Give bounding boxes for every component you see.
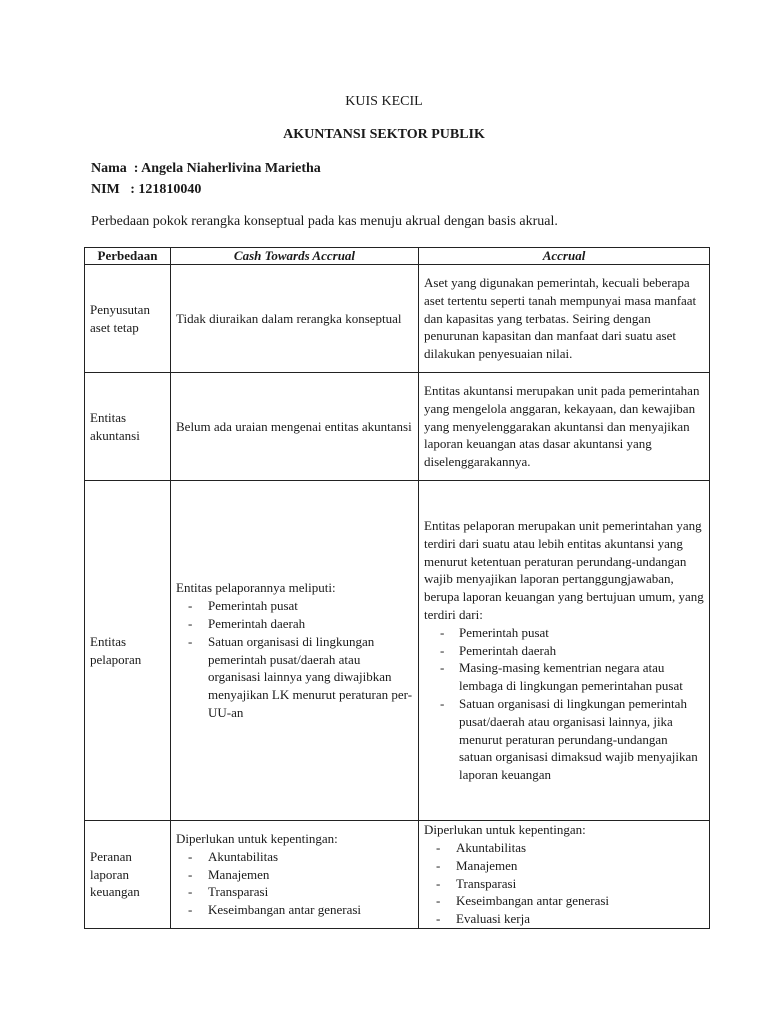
accrual-list bbox=[424, 839, 704, 928]
header-cash-towards-accrual: Cash Towards Accrual bbox=[171, 248, 419, 265]
row-label: Entitas akuntansi bbox=[85, 373, 171, 481]
cta-list bbox=[176, 848, 413, 919]
table-row bbox=[85, 265, 710, 373]
table-row bbox=[85, 373, 710, 481]
list-item: - Akuntabilitas bbox=[436, 839, 704, 857]
list-intro: Diperlukan untuk kepentingan: bbox=[424, 822, 586, 838]
list-item: - Masing-masing kementrian negara atau lembaga di lingkungan pemerintahan pusat bbox=[440, 659, 704, 695]
row-label: Entitas pelaporan bbox=[85, 481, 171, 821]
accrual-cell bbox=[419, 481, 710, 821]
list-intro: Entitas pelaporan merupakan unit pemerintahan yang terdiri dari suatu atau lebih entitas akuntansi yang menurut ketentuan peraturan perundang-undangan wajib menyajikan laporan pertanggungjawaban, berupa laporan keuangan yang bertujuan umum, yang terdiri dari: bbox=[424, 518, 704, 622]
list-item: - Pemerintah daerah bbox=[440, 642, 704, 660]
list-item: - Satuan organisasi di lingkungan pemerintah pusat/daerah atau organisasi lainnya yang diwajibkan menyajikan LK menurut peraturan per-UU-an bbox=[188, 633, 413, 722]
list-item: - Pemerintah pusat bbox=[188, 597, 413, 615]
accrual-cell bbox=[419, 821, 710, 929]
list-item: - Satuan organisasi di lingkungan pemerintah pusat/daerah atau organisasi lainnya, jika menurut peraturan perundang-undangan satuan organisasi dimaksud wajib menyajikan laporan keuangan bbox=[440, 695, 704, 784]
list-item: - Manajemen bbox=[188, 866, 413, 884]
cash-towards-accrual-cell: Tidak diuraikan dalam rerangka konseptual bbox=[171, 265, 419, 373]
list-item: - Manajemen bbox=[436, 857, 704, 875]
cta-list bbox=[176, 597, 413, 722]
list-item: - Pemerintah daerah bbox=[188, 615, 413, 633]
student-nim: NIM : 121810040 bbox=[91, 182, 202, 197]
row-label: Penyusutan aset tetap bbox=[85, 265, 171, 373]
table-row bbox=[85, 481, 710, 821]
list-item: - Transparasi bbox=[436, 875, 704, 893]
document-subtitle: AKUNTANSI SEKTOR PUBLIK bbox=[283, 127, 485, 142]
list-intro: Entitas pelaporannya meliputi: bbox=[176, 580, 336, 596]
list-intro: Diperlukan untuk kepentingan: bbox=[176, 831, 338, 846]
intro-text: Perbedaan pokok rerangka konseptual pada kas menuju akrual dengan basis akrual. bbox=[91, 214, 558, 229]
list-item: - Akuntabilitas bbox=[188, 848, 413, 866]
list-item: - Keseimbangan antar generasi bbox=[188, 901, 413, 919]
cash-towards-accrual-cell: Belum ada uraian mengenai entitas akuntansi bbox=[171, 373, 419, 481]
header-perbedaan: Perbedaan bbox=[85, 248, 171, 265]
header-accrual: Accrual bbox=[419, 248, 710, 265]
accrual-cell: Entitas akuntansi merupakan unit pada pemerintahan yang mengelola anggaran, kekayaan, dan kewajiban yang menyelenggarakan akuntansi dan menyajikan laporan keuangan atas dasar akuntansi yang diselenggarakannya. bbox=[419, 373, 710, 481]
list-item: - Pemerintah pusat bbox=[440, 624, 704, 642]
comparison-table bbox=[84, 247, 710, 929]
cash-towards-accrual-cell bbox=[171, 481, 419, 821]
row-label: Peranan laporan keuangan bbox=[85, 821, 171, 929]
student-name: Nama : Angela Niaherlivina Marietha bbox=[91, 161, 321, 176]
table-row bbox=[85, 821, 710, 929]
table-header-row bbox=[85, 248, 710, 265]
list-item: - Keseimbangan antar generasi bbox=[436, 892, 704, 910]
accrual-cell: Aset yang digunakan pemerintah, kecuali beberapa aset tertentu seperti tanah mempunyai masa manfaat dan kapasitas yang terbatas. Seiring dengan penurunan kapasitan dan manfaat dari suatu aset dilakukan penyesuaian nilai. bbox=[419, 265, 710, 373]
list-item: - Evaluasi kerja bbox=[436, 910, 704, 928]
cash-towards-accrual-cell bbox=[171, 821, 419, 929]
document-title: KUIS KECIL bbox=[345, 94, 423, 109]
accrual-list bbox=[424, 624, 704, 784]
list-item: - Transparasi bbox=[188, 883, 413, 901]
